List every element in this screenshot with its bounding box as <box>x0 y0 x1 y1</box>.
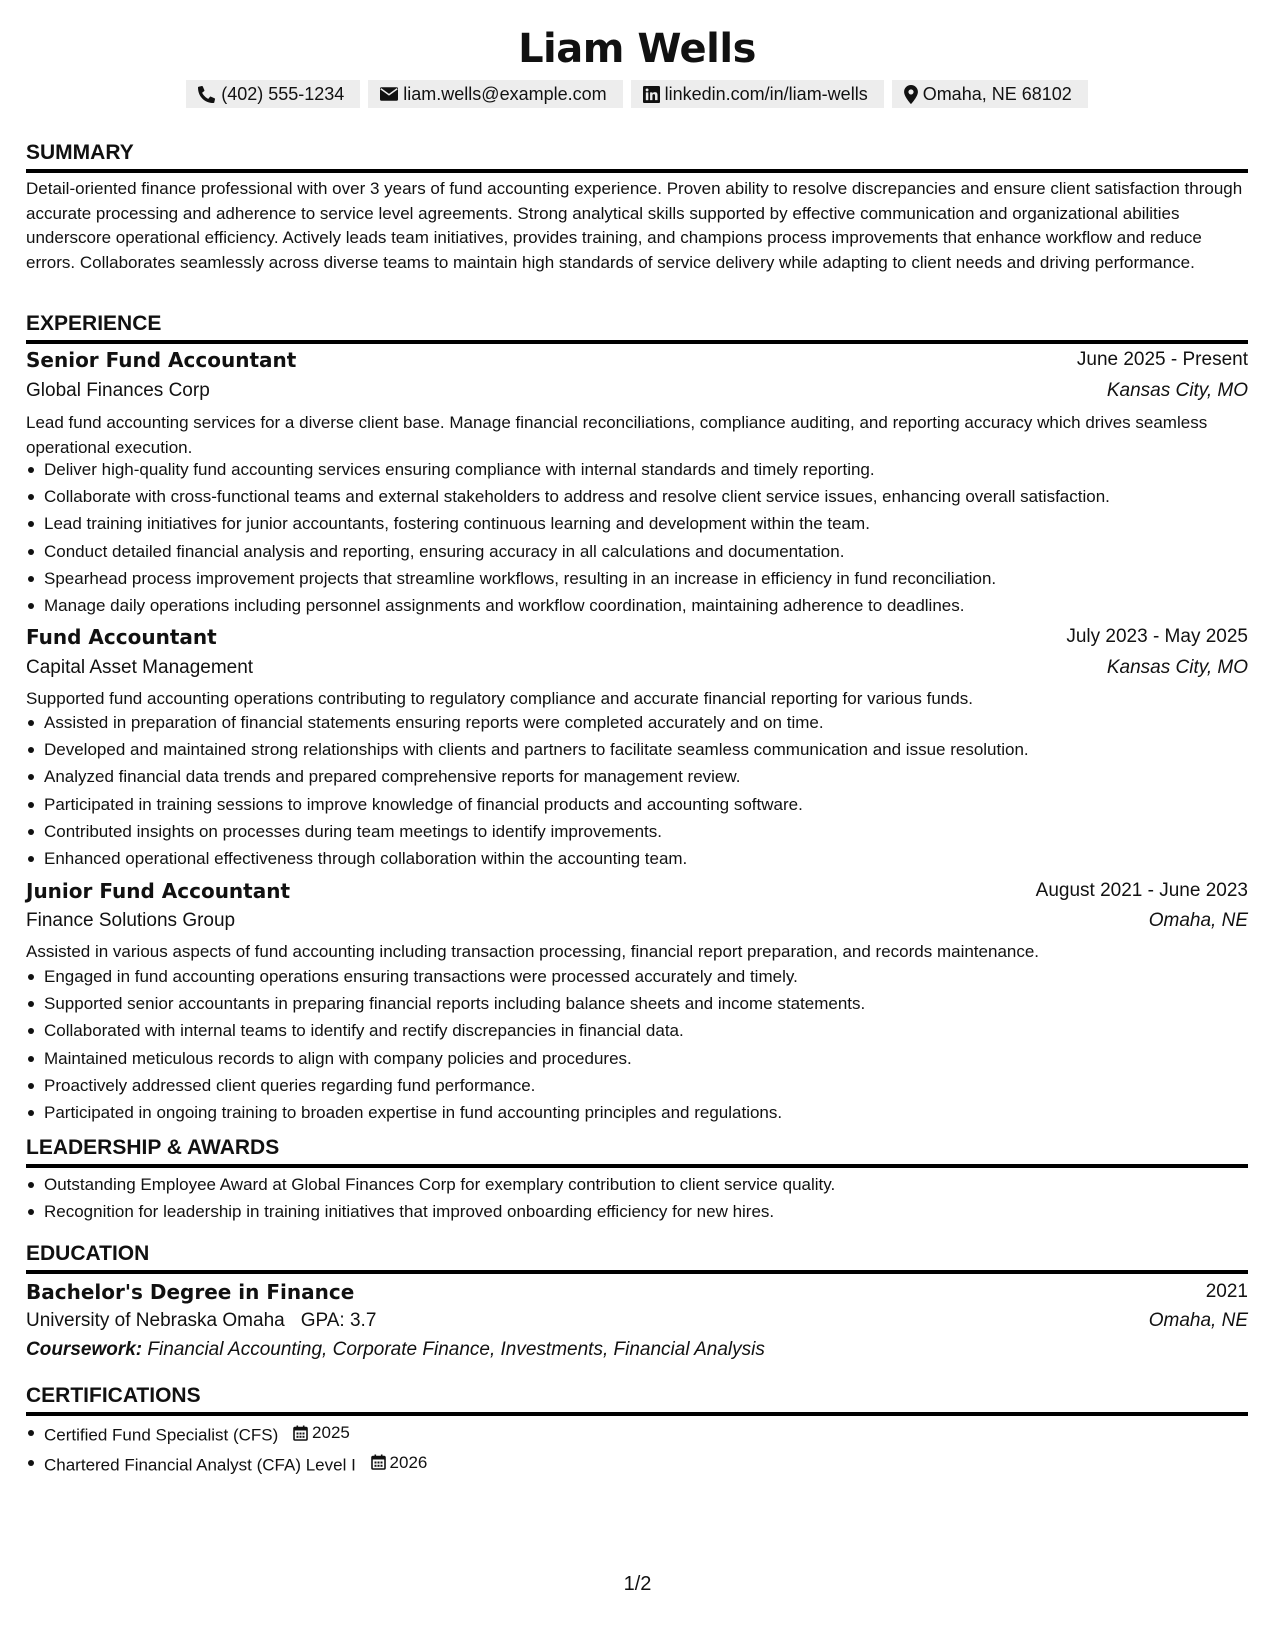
list-item: Analyzed financial data trends and prepared comprehensive reports for management review. <box>26 763 1248 790</box>
graduation-year: 2021 <box>1205 1281 1248 1302</box>
school-location: Omaha, NE <box>1148 1310 1248 1331</box>
phone-icon <box>198 85 216 103</box>
job-location: Kansas City, MO <box>1106 380 1248 401</box>
job-title: Junior Fund Accountant <box>26 879 291 903</box>
summary-heading: SUMMARY <box>26 139 1248 173</box>
job-dates: August 2021 - June 2023 <box>1035 880 1248 901</box>
leadership-bullets <box>26 1171 1248 1225</box>
calendar-icon <box>293 1425 308 1441</box>
certifications-heading: CERTIFICATIONS <box>26 1382 1248 1416</box>
list-item: Supported senior accountants in preparing financial reports including balance sheets and income statements. <box>26 990 1248 1017</box>
contact-bar <box>26 80 1248 108</box>
linkedin-icon <box>643 86 660 103</box>
job-company: Capital Asset Management <box>26 657 254 678</box>
job-company: Global Finances Corp <box>26 380 210 401</box>
list-item <box>26 1419 1248 1449</box>
experience-heading: EXPERIENCE <box>26 310 1248 344</box>
email-chip[interactable] <box>368 80 622 108</box>
list-item <box>26 1449 1248 1479</box>
certification-date <box>371 1449 428 1476</box>
location-chip <box>892 80 1088 108</box>
linkedin-text: linkedin.com/in/liam-wells <box>664 84 868 104</box>
school-name: University of Nebraska Omaha <box>26 1310 285 1331</box>
envelope-icon <box>380 86 398 102</box>
list-item: Recognition for leadership in training initiatives that improved onboarding efficiency for new hires. <box>26 1198 1248 1225</box>
list-item: Collaborated with internal teams to identify and rectify discrepancies in financial data. <box>26 1017 1248 1044</box>
certification-date <box>293 1419 350 1446</box>
map-pin-icon <box>904 85 918 104</box>
list-item: Participated in ongoing training to broaden expertise in fund accounting principles and regulations. <box>26 1099 1248 1126</box>
coursework-label: Coursework: <box>26 1339 143 1360</box>
list-item: Deliver high-quality fund accounting services ensuring compliance with internal standards and timely reporting. <box>26 456 1248 483</box>
job-dates: June 2025 - Present <box>1076 349 1248 370</box>
coursework-line <box>26 1337 765 1363</box>
list-item: Outstanding Employee Award at Global Finances Corp for exemplary contribution to client service quality. <box>26 1171 1248 1198</box>
job-summary: Supported fund accounting operations contributing to regulatory compliance and accurate financial reporting for various funds. <box>26 689 973 708</box>
coursework-list: Financial Accounting, Corporate Finance, Investments, Financial Analysis <box>147 1339 765 1360</box>
email-text: liam.wells@example.com <box>403 84 607 104</box>
list-item: Collaborate with cross-functional teams and external stakeholders to address and resolve client service issues, enhancing overall satisfaction. <box>26 483 1248 510</box>
phone-text: (402) 555-1234 <box>221 84 345 104</box>
location-text: Omaha, NE 68102 <box>922 84 1072 104</box>
job-location: Kansas City, MO <box>1106 657 1248 678</box>
list-item: Developed and maintained strong relationships with clients and partners to facilitate seamless communication and issue resolution. <box>26 736 1248 763</box>
calendar-icon <box>371 1454 386 1470</box>
job-bullets <box>26 456 1248 619</box>
list-item: Spearhead process improvement projects that streamline workflows, resulting in an increase in efficiency in fund reconciliation. <box>26 565 1248 592</box>
linkedin-chip[interactable] <box>631 80 884 108</box>
certification-year: 2025 <box>312 1423 350 1442</box>
job-title: Fund Accountant <box>26 625 217 649</box>
phone-chip[interactable] <box>186 80 360 108</box>
job-location: Omaha, NE <box>1148 910 1248 931</box>
list-item: Enhanced operational effectiveness through collaboration within the accounting team. <box>26 845 1248 872</box>
list-item: Participated in training sessions to improve knowledge of financial products and accounting software. <box>26 791 1248 818</box>
list-item: Maintained meticulous records to align with company policies and procedures. <box>26 1045 1248 1072</box>
list-item: Manage daily operations including personnel assignments and workflow coordination, maintaining adherence to deadlines. <box>26 592 1248 619</box>
list-item: Lead training initiatives for junior accountants, fostering continuous learning and development within the team. <box>26 510 1248 537</box>
certification-list <box>26 1419 1248 1479</box>
education-heading: EDUCATION <box>26 1240 1248 1274</box>
certification-name: Chartered Financial Analyst (CFA) Level I <box>44 1455 356 1475</box>
job-title: Senior Fund Accountant <box>26 348 297 372</box>
job-summary: Lead fund accounting services for a diverse client base. Manage financial reconciliations, compliance auditing, and reporting accuracy which drives seamless operational execution. <box>26 413 1208 457</box>
list-item: Contributed insights on processes during team meetings to identify improvements. <box>26 818 1248 845</box>
certification-name: Certified Fund Specialist (CFS) <box>44 1425 279 1445</box>
list-item: Assisted in preparation of financial statements ensuring reports were completed accurately and on time. <box>26 709 1248 736</box>
job-bullets <box>26 709 1248 872</box>
certification-year: 2026 <box>389 1452 428 1472</box>
page-number: 1/2 <box>623 1573 652 1595</box>
candidate-name: Liam Wells <box>518 26 756 72</box>
school-line <box>26 1308 376 1334</box>
job-summary: Assisted in various aspects of fund accounting including transaction processing, financial report preparation, and records maintenance. <box>26 942 1040 961</box>
list-item: Engaged in fund accounting operations ensuring transactions were processed accurately and timely. <box>26 963 1248 990</box>
job-dates: July 2023 - May 2025 <box>1066 626 1248 647</box>
summary-text: Detail-oriented finance professional with over 3 years of fund accounting experience. Proven ability to resolve discrepancies and ensure client satisfaction through accurate processing and adherence to service level agreements. Strong analytical skills supported by effective communication and organizational abilities underscore operational efficiency. Actively leads team initiatives, provides training, and champions process improvements that enhance workflow and reduce errors. Collaborates seamlessly across diverse teams to maintain high standards of service delivery while adapting to client needs and driving performance. <box>26 179 1243 272</box>
job-bullets <box>26 963 1248 1126</box>
leadership-heading: LEADERSHIP & AWARDS <box>26 1134 1248 1168</box>
degree-title: Bachelor's Degree in Finance <box>26 1280 355 1304</box>
list-item: Proactively addressed client queries regarding fund performance. <box>26 1072 1248 1099</box>
job-company: Finance Solutions Group <box>26 910 236 931</box>
list-item: Conduct detailed financial analysis and reporting, ensuring accuracy in all calculations and documentation. <box>26 538 1248 565</box>
gpa: GPA: 3.7 <box>300 1310 377 1331</box>
